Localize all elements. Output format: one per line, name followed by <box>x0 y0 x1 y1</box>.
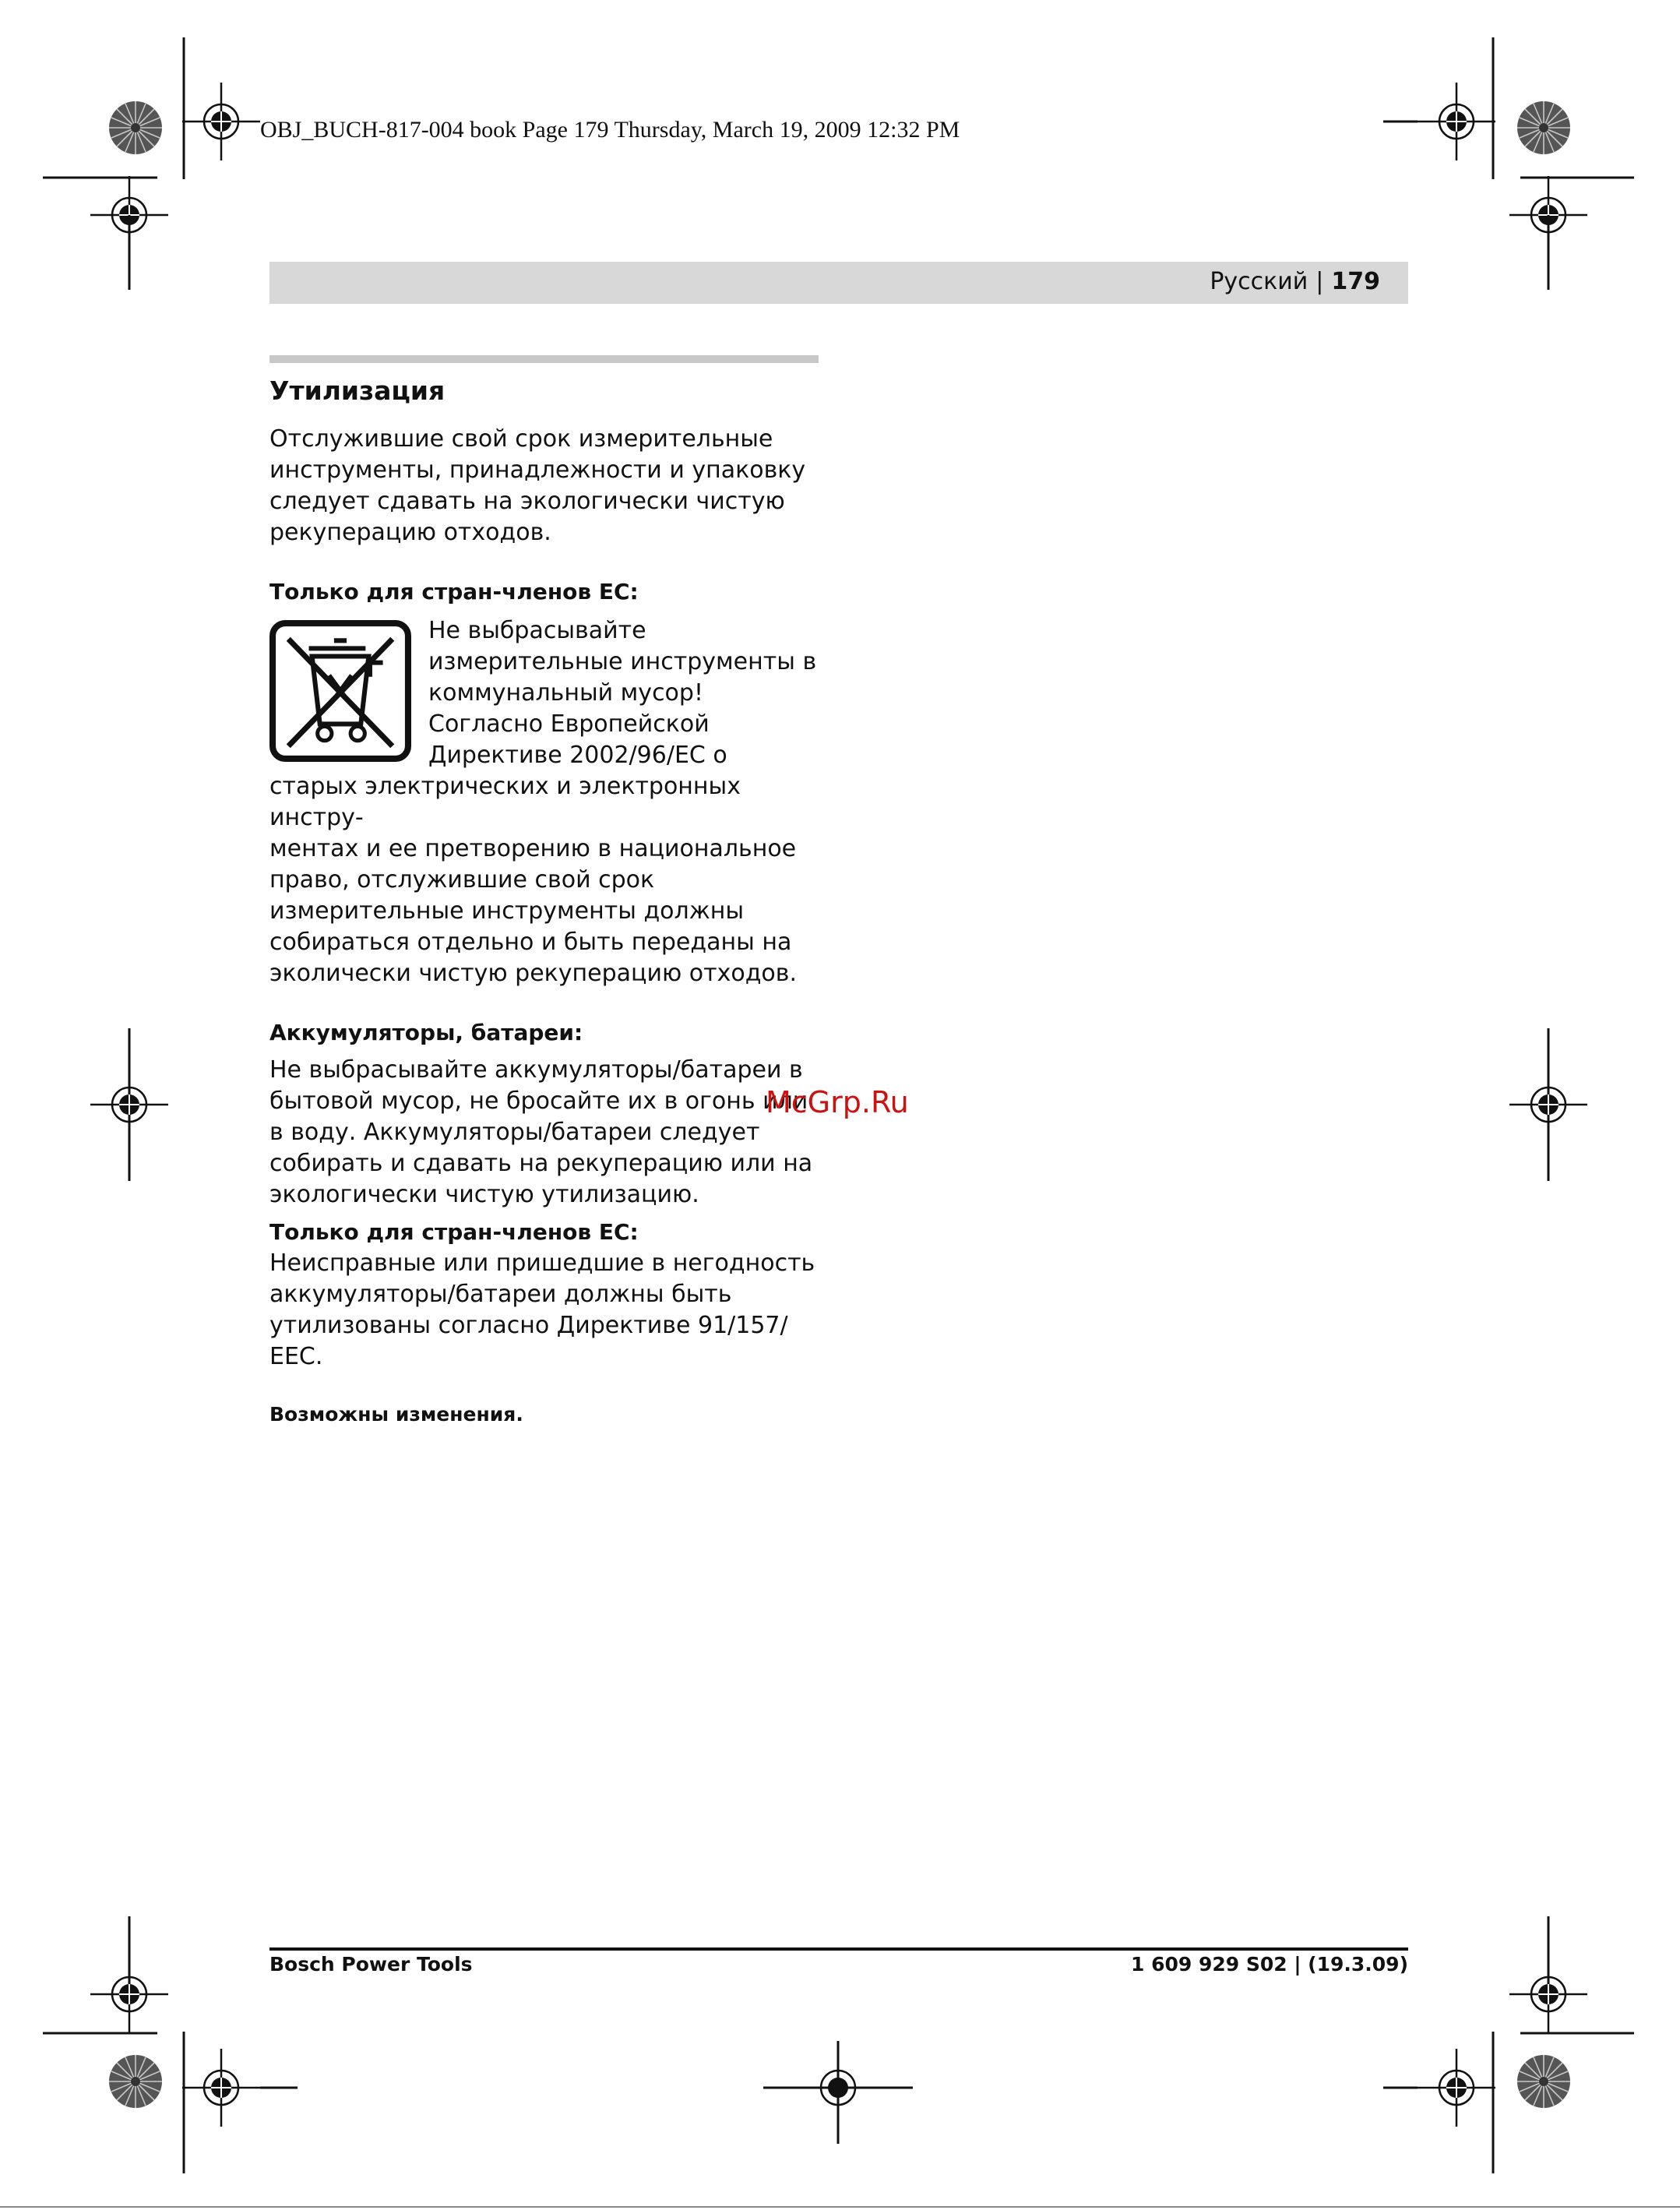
battery-paragraph: Не выбрасывайте аккумуляторы/батареи в бытовой мусор, не бросайте их в огонь или в воду. Аккумуляторы/батареи следует собирать и сдавать на рекуперацию или на экологически чистую утилизацию. <box>269 1056 813 1208</box>
battery-eu-paragraph: Неисправные или пришедшие в негодность аккумуляторы/батареи должны быть утилизованы согласно Директиве 91/157/ЕЕС. <box>269 1250 815 1370</box>
changes-note: Возможны изменения. <box>269 1403 523 1426</box>
registration-mark-icon <box>1418 83 1495 160</box>
eu-heading: Только для стран-членов ЕС: <box>269 579 639 604</box>
color-bar-wheel-icon <box>109 2055 162 2108</box>
page-number: 179 <box>1331 268 1380 295</box>
color-bar-wheel-icon <box>1517 2055 1570 2108</box>
print-slug: OBJ_BUCH-817-004 book Page 179 Thursday, March 19, 2009 12:32 PM <box>260 117 960 143</box>
footer-rule <box>269 1947 1408 1951</box>
registration-mark-icon <box>182 83 260 160</box>
header-label <box>1210 268 1380 295</box>
footer-brand: Bosch Power Tools <box>269 1953 473 1976</box>
eu-text-beside-icon: Не выбрасывайте измерительные инструменты в коммунальный мусор! Согласно Европейской Директиве 2002/96/ЕС о старых электрических и электронных инстру- <box>269 617 817 831</box>
registration-mark-icon <box>1418 2049 1495 2127</box>
color-bar-wheel-icon <box>109 101 162 154</box>
page-header <box>269 262 1408 304</box>
eu-text-continued: ментах и ее претворению в национальное право, отслужившие свой срок измерительные инструменты должны собираться отдельно и быть переданы на эколически чистую рекуперацию отходов. <box>269 835 798 987</box>
header-separator: | <box>1315 268 1324 295</box>
section-title: Утилизация <box>269 375 446 406</box>
registration-mark-icon <box>90 1955 168 2033</box>
section-rule <box>269 355 819 363</box>
registration-mark-icon <box>1509 1066 1587 1144</box>
content-column <box>269 355 819 1429</box>
weee-block <box>269 615 819 989</box>
footer-doc-number: 1 609 929 S02 | (19.3.09) <box>1130 1953 1408 1976</box>
registration-mark-icon <box>182 2049 260 2127</box>
header-language: Русский <box>1210 268 1308 295</box>
registration-mark-icon <box>1509 1955 1587 2033</box>
battery-heading: Аккумуляторы, батареи: <box>269 1020 583 1045</box>
registration-mark-icon <box>90 1066 168 1144</box>
watermark: McGrp.Ru <box>766 1085 909 1119</box>
crossed-out-wheelie-bin-icon <box>269 620 411 762</box>
battery-eu-heading: Только для стран-членов ЕС: <box>269 1219 639 1245</box>
intro-paragraph: Отслужившие свой срок измерительные инструменты, принадлежности и упаковку следует сдавать на экологически чистую рекуперацию отходов. <box>269 425 806 546</box>
color-bar-wheel-icon <box>1517 101 1570 154</box>
